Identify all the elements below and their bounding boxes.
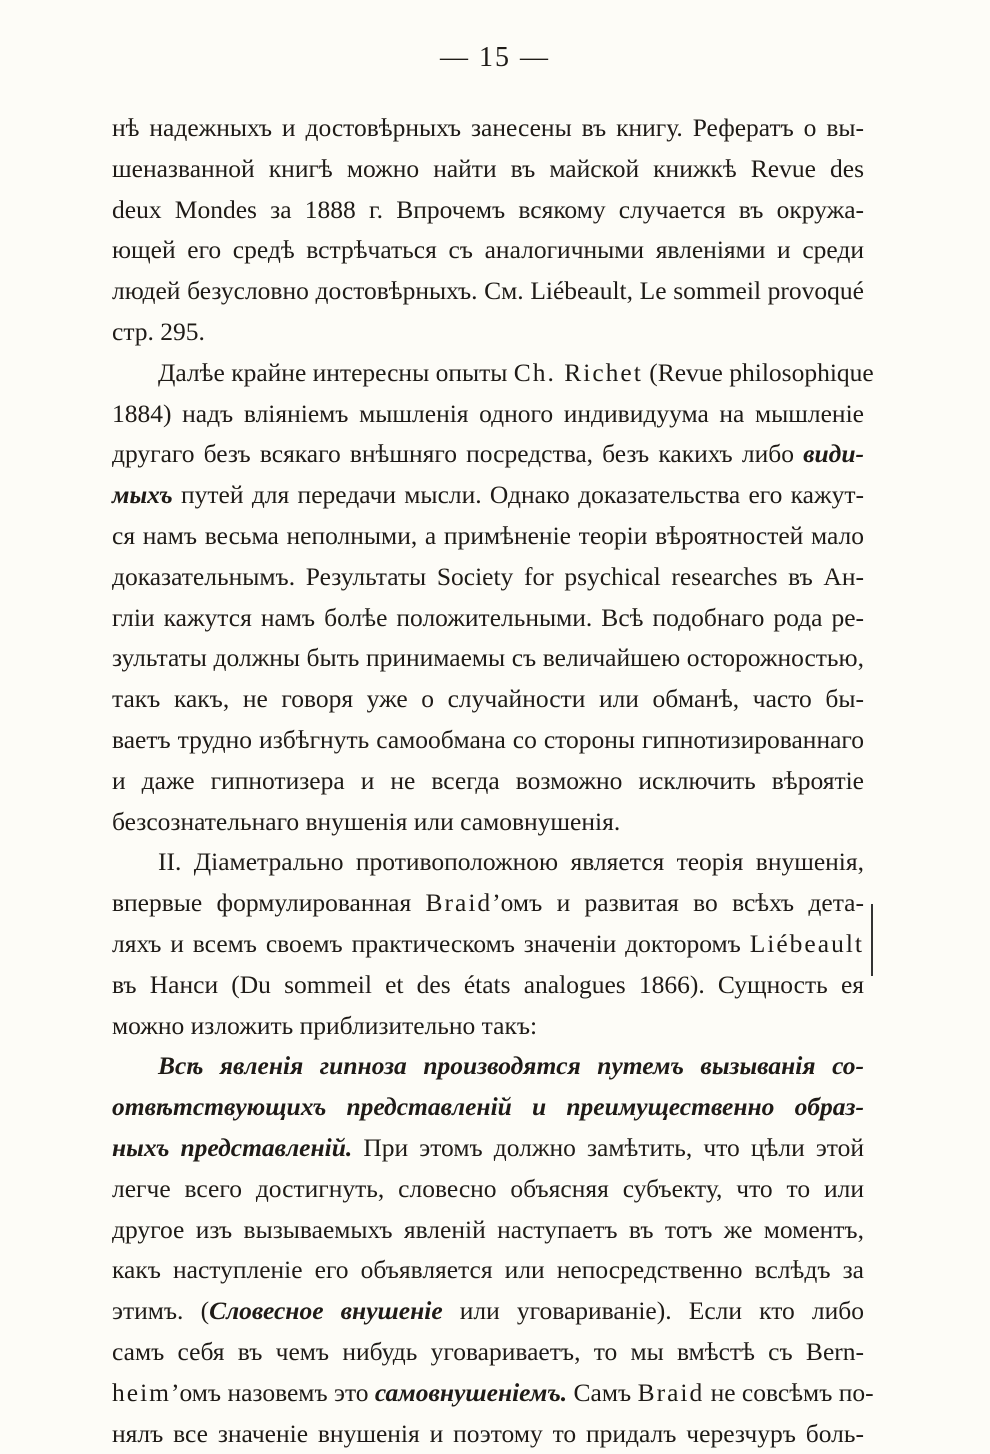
text-line <box>112 720 864 761</box>
body-text <box>112 108 864 1454</box>
text-line <box>112 1087 864 1128</box>
text-span: стр. 295. <box>112 317 205 346</box>
text-line <box>112 1373 864 1414</box>
text-span: какъ наступленіе его объявляется или непосредственно вслѣдъ за <box>112 1255 864 1284</box>
text-line <box>112 1046 864 1087</box>
text-line <box>112 353 864 394</box>
text-span: людей безусловно достовѣрныхъ. См. Liébeault, Le sommeil provoqué <box>112 276 864 305</box>
margin-bar <box>871 904 873 976</box>
text-span: зультаты должны быть принимаемы съ величайшею осторожностью, <box>112 643 864 672</box>
text-line <box>112 434 864 475</box>
text-span: легче всего достигнуть, словесно объясняя субъекту, что то или <box>112 1174 864 1203</box>
text-span: самовнушеніемъ. <box>375 1378 567 1407</box>
text-span: самъ себя въ чемъ нибудь уговариваетъ, то мы вмѣстѣ съ Bern- <box>112 1337 864 1366</box>
text-span: не совсѣмъ по- <box>704 1378 873 1407</box>
text-line <box>112 1332 864 1373</box>
text-span: Braid <box>638 1378 705 1407</box>
text-span: Самъ <box>567 1378 637 1407</box>
text-span: Ch. Richet <box>514 358 643 387</box>
text-line <box>112 1169 864 1210</box>
text-span: можно изложить приблизительно такъ: <box>112 1011 537 1040</box>
text-span: ся намъ весьма неполными, а примѣненіе теоріи вѣроятностей мало <box>112 521 864 550</box>
text-span: heim <box>112 1378 171 1407</box>
text-line <box>112 1128 864 1169</box>
text-span: безсознательнаго внушенія или самовнушенія. <box>112 807 620 836</box>
text-span: Liébeault <box>750 929 864 958</box>
text-line <box>112 1250 864 1291</box>
text-line <box>112 149 864 190</box>
text-span: этимъ. ( <box>112 1296 209 1325</box>
text-span: Словесное внушеніе <box>209 1296 443 1325</box>
text-line <box>112 965 864 1006</box>
text-span: 1884) надъ вліяніемъ мышленія одного индивидуума на мышленіе <box>112 399 864 428</box>
text-span: Всѣ явленія гипноза производятся путемъ вызыванія со- <box>158 1051 864 1080</box>
text-span: впервые формулированная <box>112 888 426 917</box>
text-span: Далѣе крайне интересны опыты <box>158 358 514 387</box>
text-span: ваетъ трудно избѣгнуть самообмана со стороны гипнотизированнаго <box>112 725 864 754</box>
text-line <box>112 761 864 802</box>
text-line <box>112 557 864 598</box>
text-span: шеназванной книгѣ можно найти въ майской книжкѣ Revue des <box>112 154 864 183</box>
text-line <box>112 883 864 924</box>
text-line <box>112 842 864 883</box>
text-line <box>112 230 864 271</box>
text-span: Braid <box>426 888 493 917</box>
text-span: ’омъ назовемъ это <box>171 1378 375 1407</box>
text-line <box>112 1414 864 1454</box>
text-span: гліи кажутся намъ болѣе положительными. Всѣ подобнаго рода ре- <box>112 603 864 632</box>
text-line <box>112 598 864 639</box>
text-span: ющей его средѣ встрѣчаться съ аналогичными явленіями и среди <box>112 235 864 264</box>
page-number: — 15 — <box>0 42 990 74</box>
text-span: другаго безъ всякаго внѣшняго посредства, безъ какихъ либо <box>112 439 803 468</box>
text-span: нѣ надежныхъ и достовѣрныхъ занесены въ книгу. Рефератъ о вы- <box>112 113 864 142</box>
text-line <box>112 108 864 149</box>
text-span: мыхъ <box>112 480 173 509</box>
text-line <box>112 1291 864 1332</box>
text-line <box>112 312 864 353</box>
text-span: (Revue philosophique <box>643 358 874 387</box>
text-line <box>112 394 864 435</box>
text-span: ляхъ и всемъ своемъ практическомъ значеніи докторомъ <box>112 929 750 958</box>
text-span: такъ какъ, не говоря уже о случайности или обманѣ, часто бы- <box>112 684 864 713</box>
text-span: ’омъ и развитая во всѣхъ дета- <box>492 888 864 917</box>
text-span: въ Нанси (Du sommeil et des états analogues 1866). Сущность ея <box>112 970 864 999</box>
text-span: deux Mondes за 1888 г. Впрочемъ всякому случается въ окружа- <box>112 195 864 224</box>
text-span: нялъ все значеніе внушенія и поэтому то придалъ черезчуръ боль- <box>112 1419 864 1448</box>
text-line <box>112 475 864 516</box>
text-line <box>112 924 864 965</box>
text-span: другое изъ вызываемыхъ явленій наступаетъ въ тотъ же моментъ, <box>112 1215 864 1244</box>
text-line <box>112 802 864 843</box>
text-span: путей для передачи мысли. Однако доказательства его кажут- <box>173 480 864 509</box>
text-line <box>112 638 864 679</box>
text-line <box>112 190 864 231</box>
text-span: види- <box>803 439 864 468</box>
text-span: При этомъ должно замѣтить, что цѣли этой <box>352 1133 864 1162</box>
text-span: ныхъ представленій. <box>112 1133 352 1162</box>
text-line <box>112 1210 864 1251</box>
text-line <box>112 679 864 720</box>
text-line <box>112 516 864 557</box>
text-line <box>112 271 864 312</box>
text-span: и даже гипнотизера и не всегда возможно исключить вѣроятіе <box>112 766 864 795</box>
text-span: или уговариваніе). Если кто либо <box>443 1296 864 1325</box>
text-span: отвѣтствующихъ представленій и преимущественно образ- <box>112 1092 864 1121</box>
text-line <box>112 1006 864 1047</box>
text-span: II. Діаметрально противоположною является теорія внушенія, <box>158 847 864 876</box>
text-span: доказательнымъ. Результаты Society for psychical researches въ Ан- <box>112 562 864 591</box>
